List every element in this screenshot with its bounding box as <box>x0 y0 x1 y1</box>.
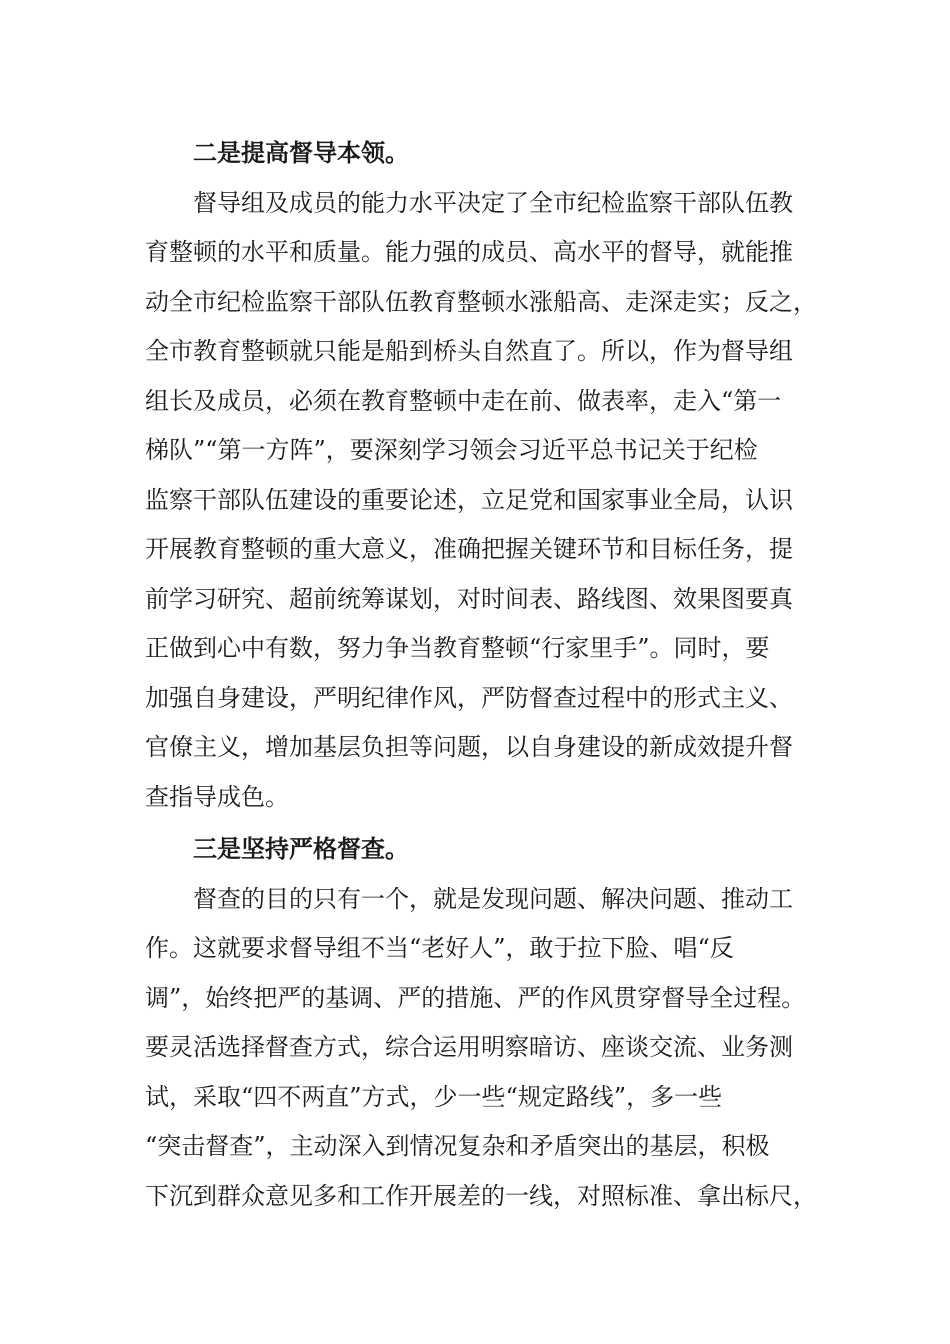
paragraph-line: 育整顿的水平和质量。能力强的成员、高水平的督导，就能推 <box>145 238 793 266</box>
paragraph-line: 试，采取“四不两直”方式，少一些“规定路线”，多一些 <box>145 1083 723 1111</box>
paragraph-line: 查指导成色。 <box>145 783 289 811</box>
paragraph-line: 梯队”“第一方阵”，要深刻学习领会习近平总书记关于纪检 <box>145 436 758 464</box>
paragraph-line: 前学习研究、超前统筹谋划，对时间表、路线图、效果图要真 <box>145 585 793 613</box>
paragraph-line: 官僚主义，增加基层负担等问题，以自身建设的新成效提升督 <box>145 733 793 761</box>
paragraph-line: 调”，始终把严的基调、严的措施、严的作风贯穿督导全过程。 <box>145 984 806 1012</box>
paragraph-line: 监察干部队伍建设的重要论述，立足党和国家事业全局，认识 <box>145 486 793 514</box>
paragraph-line: 正做到心中有数，努力争当教育整顿“行家里手”。同时，要 <box>145 634 770 662</box>
paragraph-line: 要灵活选择督查方式，综合运用明察暗访、座谈交流、业务测 <box>145 1033 793 1061</box>
paragraph-line: 加强自身建设，严明纪律作风，严防督查过程中的形式主义、 <box>145 684 793 712</box>
paragraph-line: 动全市纪检监察干部队伍教育整顿水涨船高、走深走实；反之， <box>145 288 817 316</box>
paragraph-line: 全市教育整顿就只能是船到桥头自然直了。所以，作为督导组 <box>145 337 793 365</box>
paragraph-line: 作。这就要求督导组不当“老好人”，敢于拉下脸、唱“反 <box>145 934 734 962</box>
section-heading: 三是坚持严格督查。 <box>193 834 409 863</box>
section-heading: 二是提高督导本领。 <box>193 138 409 167</box>
paragraph-line: 督导组及成员的能力水平决定了全市纪检监察干部队伍教 <box>193 189 793 217</box>
paragraph-line: “突击督查”，主动深入到情况复杂和矛盾突出的基层，积极 <box>145 1132 770 1160</box>
paragraph-line: 组长及成员，必须在教育整顿中走在前、做表率，走入“第一 <box>145 387 782 415</box>
paragraph-line: 开展教育整顿的重大意义，准确把握关键环节和目标任务，提 <box>145 535 793 563</box>
paragraph-line: 下沉到群众意见多和工作开展差的一线，对照标准、拿出标尺， <box>145 1182 817 1210</box>
paragraph-line: 督查的目的只有一个，就是发现问题、解决问题、推动工 <box>193 885 793 913</box>
